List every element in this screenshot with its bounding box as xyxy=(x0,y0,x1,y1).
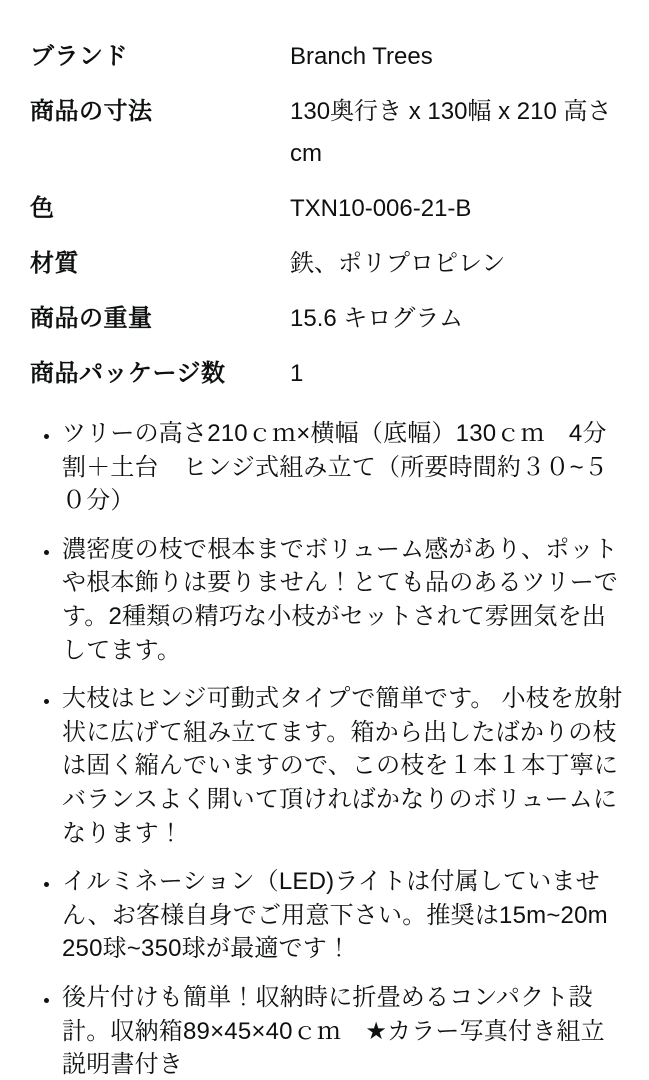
spec-value-dimensions: 130奥行き x 130幅 x 210 高さ cm xyxy=(290,98,612,167)
spec-row-material xyxy=(30,243,627,285)
feature-bullet: • 大枝はヒンジ可動式タイプで簡単です。 小枝を放射状に広げて組み立てます。箱から出したばかりの枝は固く縮んでいますので、この枝を１本１本丁寧にバランスよく開いて頂ければかなりのボリュームになります！ xyxy=(61,682,627,850)
product-overview-table xyxy=(30,36,627,395)
spec-value-material: 鉄、ポリプロピレン xyxy=(290,250,506,277)
spec-label-brand: ブランド xyxy=(30,43,128,70)
spec-label-color: 色 xyxy=(30,195,55,222)
spec-value-package-count: 1 xyxy=(290,360,304,387)
feature-bullet-list xyxy=(30,417,633,1080)
spec-value-color: TXN10-006-21-B xyxy=(290,195,472,222)
spec-value-weight: 15.6 キログラム xyxy=(290,305,464,332)
spec-value-brand: Branch Trees xyxy=(290,43,433,70)
feature-bullet: • ツリーの高さ210ｃｍ×横幅（底幅）130ｃｍ 4分割＋土台 ヒンジ式組み立て（所要時間約３０~５０分） xyxy=(61,417,627,518)
spec-label-package-count: 商品パッケージ数 xyxy=(30,360,226,387)
spec-row-color xyxy=(30,188,627,230)
spec-row-dimensions xyxy=(30,91,627,175)
spec-row-package-count xyxy=(30,353,627,395)
spec-row-brand xyxy=(30,36,627,78)
spec-row-weight xyxy=(30,298,627,340)
feature-bullet: • イルミネーション（LED)ライトは付属していません、お客様自身でご用意下さい。推奨は15m~20m 250球~350球が最適です！ xyxy=(61,865,627,966)
feature-bullet: • 濃密度の枝で根本までボリューム感があり、ポットや根本飾りは要りません！とても品のあるツリーです。2種類の精巧な小枝がセットされて雰囲気を出してます。 xyxy=(61,533,627,667)
spec-label-weight: 商品の重量 xyxy=(30,305,153,332)
spec-label-material: 材質 xyxy=(30,250,79,277)
spec-label-dimensions: 商品の寸法 xyxy=(30,98,153,125)
feature-bullet: • 後片付けも簡単！収納時に折畳めるコンパクト設計。収納箱89×45×40ｃｍ ★カラー写真付き組立説明書付き xyxy=(61,981,627,1080)
